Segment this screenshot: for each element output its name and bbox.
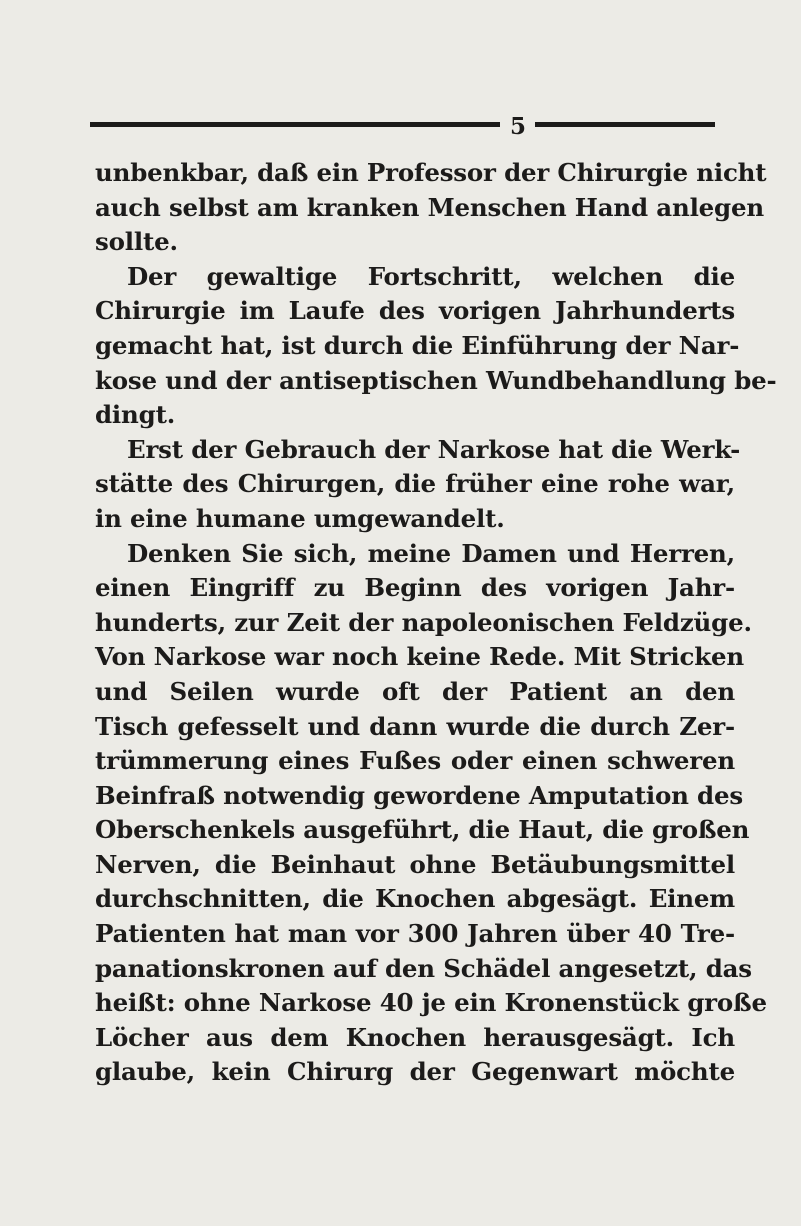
text-line: auch selbst am kranken Menschen Hand anlegen	[95, 192, 764, 222]
text-line: in eine humane umgewandelt.	[95, 503, 505, 533]
page-header	[0, 112, 801, 142]
text-line: einen Eingriff zu Beginn des vorigen Jahr-	[95, 573, 735, 603]
text-line: stätte des Chirurgen, die früher eine rohe war,	[95, 469, 735, 499]
text-line: Von Narkose war noch keine Rede. Mit Stricken	[95, 642, 744, 672]
text-line: gemacht hat, ist durch die Einführung der Nar-	[95, 330, 740, 360]
text-line: glaube, kein Chirurg der Gegenwart möchte	[95, 1057, 735, 1087]
text-line: sollte.	[95, 227, 178, 257]
text-line: hunderts, zur Zeit der napoleonischen Feldzüge.	[95, 607, 752, 637]
text-line: dingt.	[95, 400, 176, 430]
header-rule-right	[535, 122, 715, 127]
text-line: und Seilen wurde oft der Patient an den	[95, 676, 735, 706]
body-text	[95, 156, 777, 1090]
text-line: Denken Sie sich, meine Damen und Herren,	[127, 538, 735, 568]
text-line: trümmerung eines Fußes oder einen schweren	[95, 746, 735, 776]
header-rule-left	[90, 122, 500, 127]
text-line: Oberschenkels ausgeführt, die Haut, die großen	[95, 815, 750, 845]
page-number: 5	[509, 113, 526, 140]
text-line: Chirurgie im Laufe des vorigen Jahrhunderts	[95, 296, 735, 326]
text-line: Löcher aus dem Knochen herausgesägt. Ich	[95, 1022, 735, 1052]
text-line: Beinfraß notwendig gewordene Amputation des	[95, 780, 743, 810]
text-line: heißt: ohne Narkose 40 je ein Kronenstück große	[95, 988, 767, 1018]
text-line: Nerven, die Beinhaut ohne Betäubungsmittel	[95, 849, 735, 879]
text-line: unbenkbar, daß ein Professor der Chirurgie nicht	[95, 158, 767, 187]
text-line: durchschnitten, die Knochen abgesägt. Einem	[95, 884, 735, 914]
text-line: Patienten hat man vor 300 Jahren über 40 Tre-	[95, 919, 735, 949]
text-line: panationskronen auf den Schädel angesetzt, das	[95, 953, 752, 983]
text-line: kose und der antiseptischen Wundbehandlung be-	[95, 365, 777, 395]
text-line: Der gewaltige Fortschritt, welchen die	[127, 261, 735, 291]
text-line: Erst der Gebrauch der Narkose hat die Werk-	[127, 434, 741, 464]
text-line: Tisch gefesselt und dann wurde die durch Zer-	[95, 711, 735, 741]
